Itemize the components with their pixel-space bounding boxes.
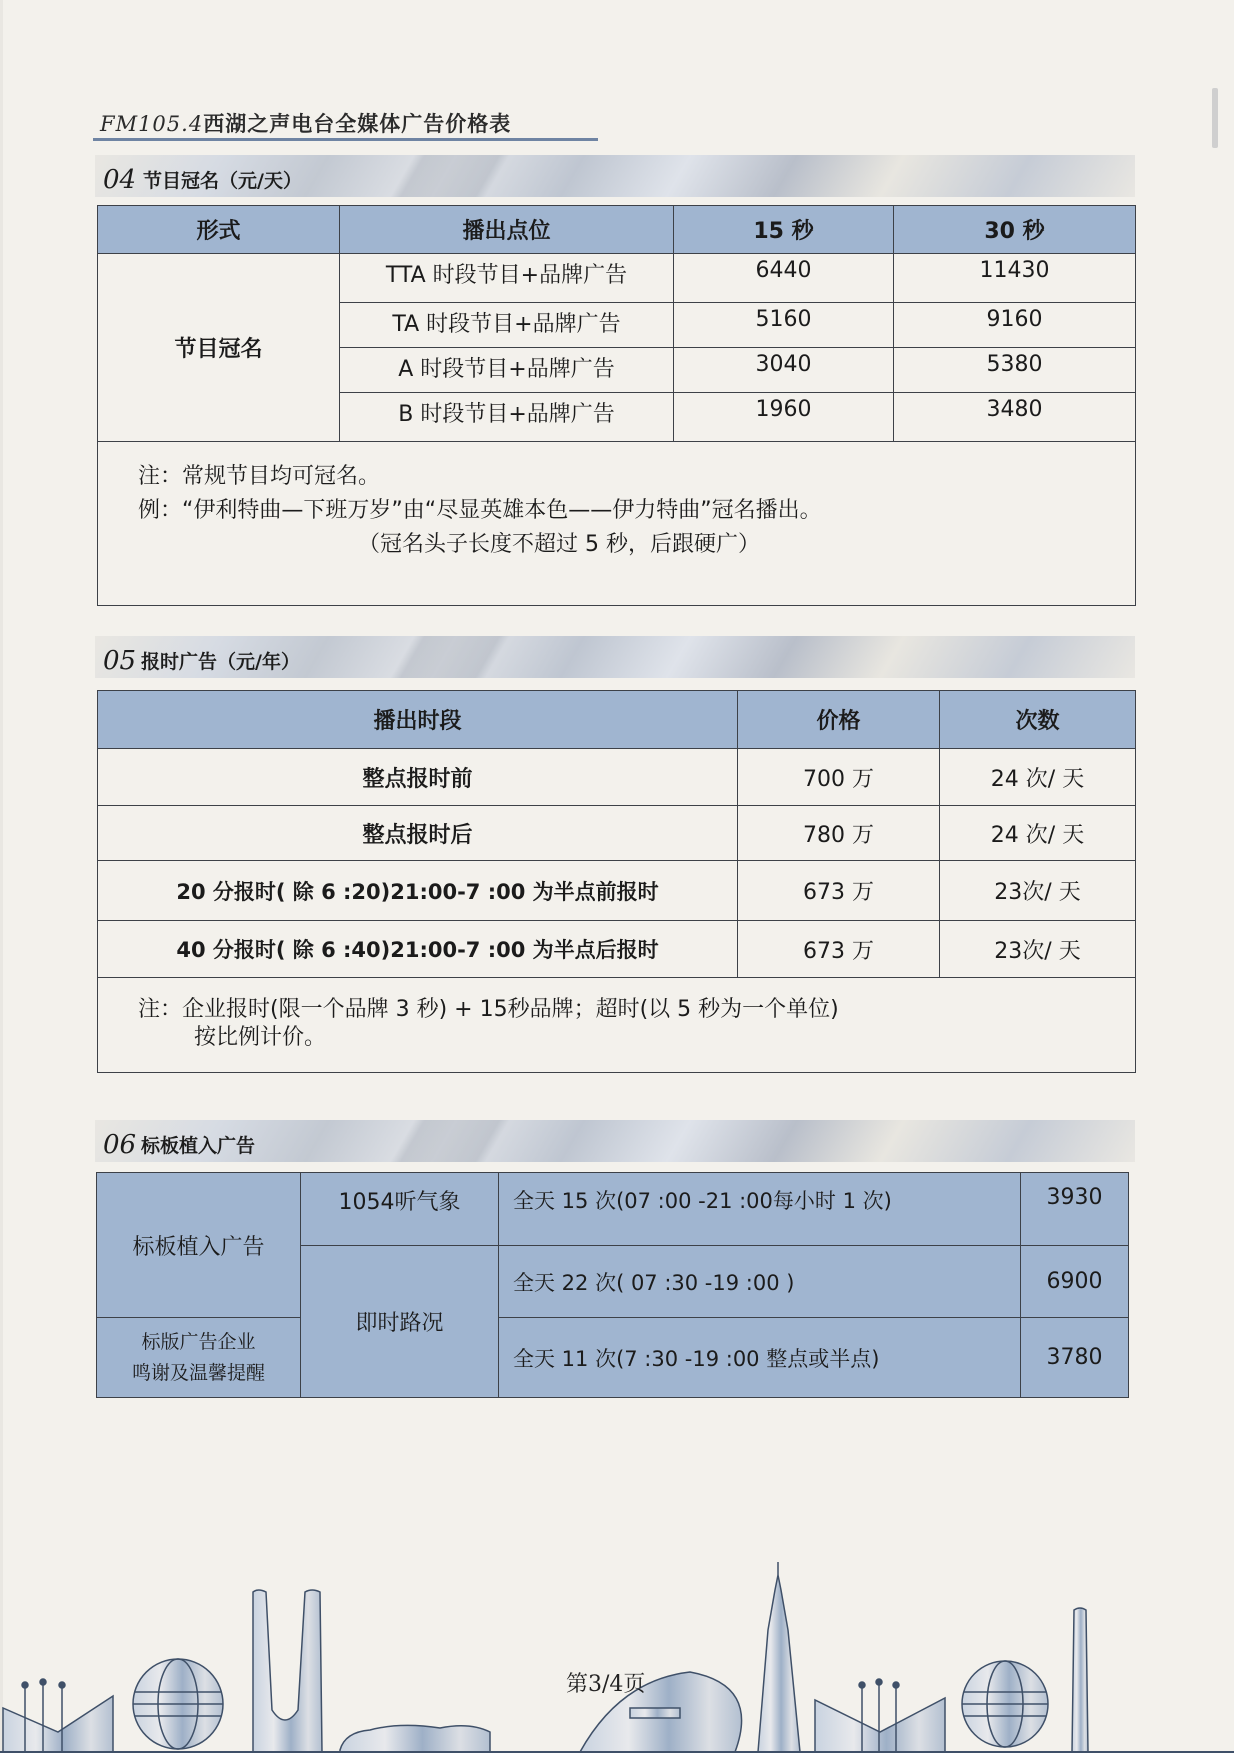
header-slot: 播出点位 <box>340 206 674 254</box>
table-row <box>97 1173 1129 1246</box>
table-row <box>98 861 1136 921</box>
table-row <box>98 749 1136 806</box>
header-count: 次数 <box>940 691 1136 749</box>
vertical-scrollbar[interactable] <box>1212 88 1218 148</box>
table-row <box>97 1318 1129 1398</box>
slot-cell: 40 分报时( 除 6 :40)21:00-7 :00 为半点后报时 <box>98 921 738 978</box>
edge-tower-icon <box>1072 1608 1088 1752</box>
central-tower-icon <box>758 1562 800 1752</box>
title-underline <box>93 138 598 141</box>
notes-row <box>98 442 1136 606</box>
category-cell: 标板植入广告 <box>97 1173 301 1318</box>
form-cell: 节目冠名 <box>98 254 340 442</box>
price-15s-cell: 1960 <box>674 393 894 442</box>
price-cell: 3780 <box>1021 1318 1129 1398</box>
program-cell: 1054听气象 <box>301 1173 499 1246</box>
section-05-table <box>97 690 1136 1073</box>
section-04-banner <box>95 155 1135 197</box>
document-title-main: 西湖之声电台全媒体广告价格表 <box>203 111 512 136</box>
category-line: 鸣谢及温馨提醒 <box>131 1361 265 1384</box>
slot-cell: A 时段节目+品牌广告 <box>340 348 674 393</box>
sphere-building-icon <box>962 1661 1048 1747</box>
notes-cell <box>98 978 1136 1073</box>
price-15s-cell: 6440 <box>674 254 894 303</box>
header-30s: 30 秒 <box>894 206 1136 254</box>
section-04-title: 节目冠名（元/天） <box>143 170 302 192</box>
price-30s-cell: 9160 <box>894 303 1136 348</box>
skyline-illustration <box>0 1560 1234 1753</box>
category-cell <box>97 1318 301 1398</box>
price-cell: 700 万 <box>738 749 940 806</box>
header-15s: 15 秒 <box>674 206 894 254</box>
stadium-building-icon <box>340 1725 490 1752</box>
section-06-number: 06 <box>103 1130 137 1160</box>
arch-tower-icon <box>253 1590 322 1752</box>
section-04-number: 04 <box>103 165 137 195</box>
header-form: 形式 <box>98 206 340 254</box>
price-cell: 6900 <box>1021 1246 1129 1318</box>
notes-row <box>98 978 1136 1073</box>
theater-building-icon <box>815 1679 945 1752</box>
section-04-table <box>97 205 1136 606</box>
note-line: 注：企业报时(限一个品牌 3 秒) + 15秒品牌；超时(以 5 秒为一个单位) <box>138 997 839 1022</box>
table-row <box>98 921 1136 978</box>
price-cell: 673 万 <box>738 921 940 978</box>
section-06-title: 标板植入广告 <box>141 1135 256 1157</box>
notes-cell <box>98 442 1136 606</box>
price-cell: 673 万 <box>738 861 940 921</box>
section-05-number: 05 <box>103 646 137 676</box>
count-cell: 23次/ 天 <box>940 921 1136 978</box>
section-06-table <box>96 1172 1129 1398</box>
section-05-banner <box>95 636 1135 678</box>
table-row <box>98 254 1136 303</box>
page-left-edge <box>0 0 3 1753</box>
price-15s-cell: 5160 <box>674 303 894 348</box>
count-cell: 23次/ 天 <box>940 861 1136 921</box>
header-slot: 播出时段 <box>98 691 738 749</box>
price-15s-cell: 3040 <box>674 348 894 393</box>
price-30s-cell: 3480 <box>894 393 1136 442</box>
program-cell: 即时路况 <box>301 1246 499 1398</box>
section-05-title: 报时广告（元/年） <box>141 651 300 673</box>
price-30s-cell: 11430 <box>894 254 1136 303</box>
note-line: （冠名头子长度不超过 5 秒，后跟硬广） <box>358 532 760 557</box>
table-header-row <box>98 691 1136 749</box>
page-indicator: 第3/4页 <box>566 1672 646 1697</box>
slot-cell: TTA 时段节目+品牌广告 <box>340 254 674 303</box>
document-title <box>100 108 511 138</box>
schedule-cell: 全天 15 次(07 :00 -21 :00每小时 1 次) <box>499 1173 1021 1246</box>
count-cell: 24 次/ 天 <box>940 806 1136 861</box>
schedule-cell: 全天 22 次( 07 :30 -19 :00 ) <box>499 1246 1021 1318</box>
theater-building-icon <box>3 1679 113 1752</box>
category-line: 标版广告企业 <box>141 1330 256 1353</box>
note-line: 例：“伊利特曲—下班万岁”由“尽显英雄本色——伊力特曲”冠名播出。 <box>138 498 822 523</box>
note-line: 注：常规节目均可冠名。 <box>138 464 381 489</box>
price-cell: 780 万 <box>738 806 940 861</box>
slot-cell: TA 时段节目+品牌广告 <box>340 303 674 348</box>
schedule-cell: 全天 11 次(7 :30 -19 :00 整点或半点) <box>499 1318 1021 1398</box>
count-cell: 24 次/ 天 <box>940 749 1136 806</box>
table-header-row <box>98 206 1136 254</box>
slot-cell: 20 分报时( 除 6 :20)21:00-7 :00 为半点前报时 <box>98 861 738 921</box>
section-06-banner <box>95 1120 1135 1162</box>
table-row <box>98 806 1136 861</box>
slot-cell: B 时段节目+品牌广告 <box>340 393 674 442</box>
note-line: 按比例计价。 <box>194 1025 327 1050</box>
slot-cell: 整点报时前 <box>98 749 738 806</box>
document-title-prefix: FM105.4 <box>100 112 204 136</box>
header-price: 价格 <box>738 691 940 749</box>
sphere-building-icon <box>133 1659 223 1749</box>
price-cell: 3930 <box>1021 1173 1129 1246</box>
price-30s-cell: 5380 <box>894 348 1136 393</box>
slot-cell: 整点报时后 <box>98 806 738 861</box>
